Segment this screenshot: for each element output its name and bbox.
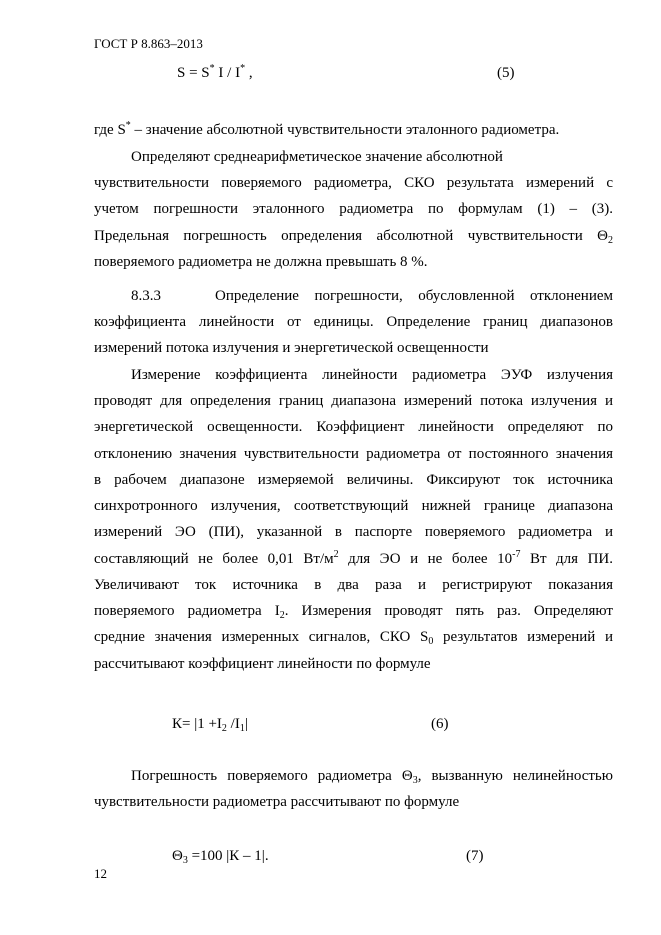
text-line: Предельная погрешность определения абсолютной чувствительности $\Theta_2$ [94, 228, 613, 246]
text-line: отклонению значения чувствительности радиометра от постоянного значения [94, 446, 613, 462]
formula-7: $\Theta_3 =100$ |К – 1|. [172, 848, 269, 866]
text-line: Увеличивают ток источника в два раза и регистрируют показания [94, 577, 613, 593]
formula-7-number: (7) [466, 848, 484, 864]
text-line: в рабочем диапазоне измеряемой величины. Фиксируют ток источника [94, 472, 613, 488]
text-line: учетом погрешности эталонного радиометра по формулам (1) – (3). [94, 201, 613, 217]
formula-6-number: (6) [431, 716, 449, 732]
section-number: 8.3.3 [131, 288, 161, 304]
text-line: синхротронного излучения, соответствующий нижней границе диапазона [94, 498, 613, 514]
text-line: Определяют среднеарифметическое значение абсолютной [131, 149, 503, 165]
text-line: Определение погрешности, обусловленной отклонением [215, 288, 613, 304]
text-line: Измерение коэффициента линейности радиометра ЭУФ излучения [131, 367, 613, 383]
text-line: рассчитывают коэффициент линейности по формуле [94, 656, 431, 672]
formula-6: $К= |1 +I_2$ $/I_1|$ [172, 716, 248, 734]
text-line: измерений потока излучения и энергетической освещенности [94, 340, 489, 356]
text-line: Погрешность поверяемого радиометра $\Theta_3$, вызванную нелинейностью [131, 768, 613, 786]
page-header: ГОСТ Р 8.863–2013 [94, 36, 203, 51]
text-line: коэффициента линейности от единицы. Определение границ диапазонов [94, 314, 613, 330]
text-line: проводят для определения границ диапазона измерений потока излучения и [94, 393, 613, 409]
text-line: чувствительности поверяемого радиометра, СКО результата измерений с [94, 175, 613, 191]
formula-5-number: (5) [497, 65, 515, 81]
text-line: поверяемого радиометра $I_2$. Измерения проводят пять раз. Определяют [94, 603, 613, 621]
where-line: где S* – значение абсолютной чувствительности эталонного радиометра. [94, 120, 560, 138]
formula-5: S = S* I / I* , [177, 63, 253, 81]
text-line: измерений ЭО (ПИ), указанной в паспорте поверяемого радиометра и [94, 524, 613, 540]
text-line: средние значения измеренных сигналов, СКО $S_0$ результатов измерений и [94, 629, 613, 647]
page-number: 12 [94, 866, 107, 881]
text-line: чувствительности радиометра рассчитывают по формуле [94, 794, 460, 810]
text-line: энергетической освещенности. Коэффициент линейности определяют по [94, 419, 613, 435]
text-line: составляющий не более 0,01 $Вт/м^2$ для ЭО и не более $10^{-7}$ Вт для ПИ. [94, 549, 613, 567]
text-line: поверяемого радиометра не должна превышать 8 %. [94, 254, 428, 270]
